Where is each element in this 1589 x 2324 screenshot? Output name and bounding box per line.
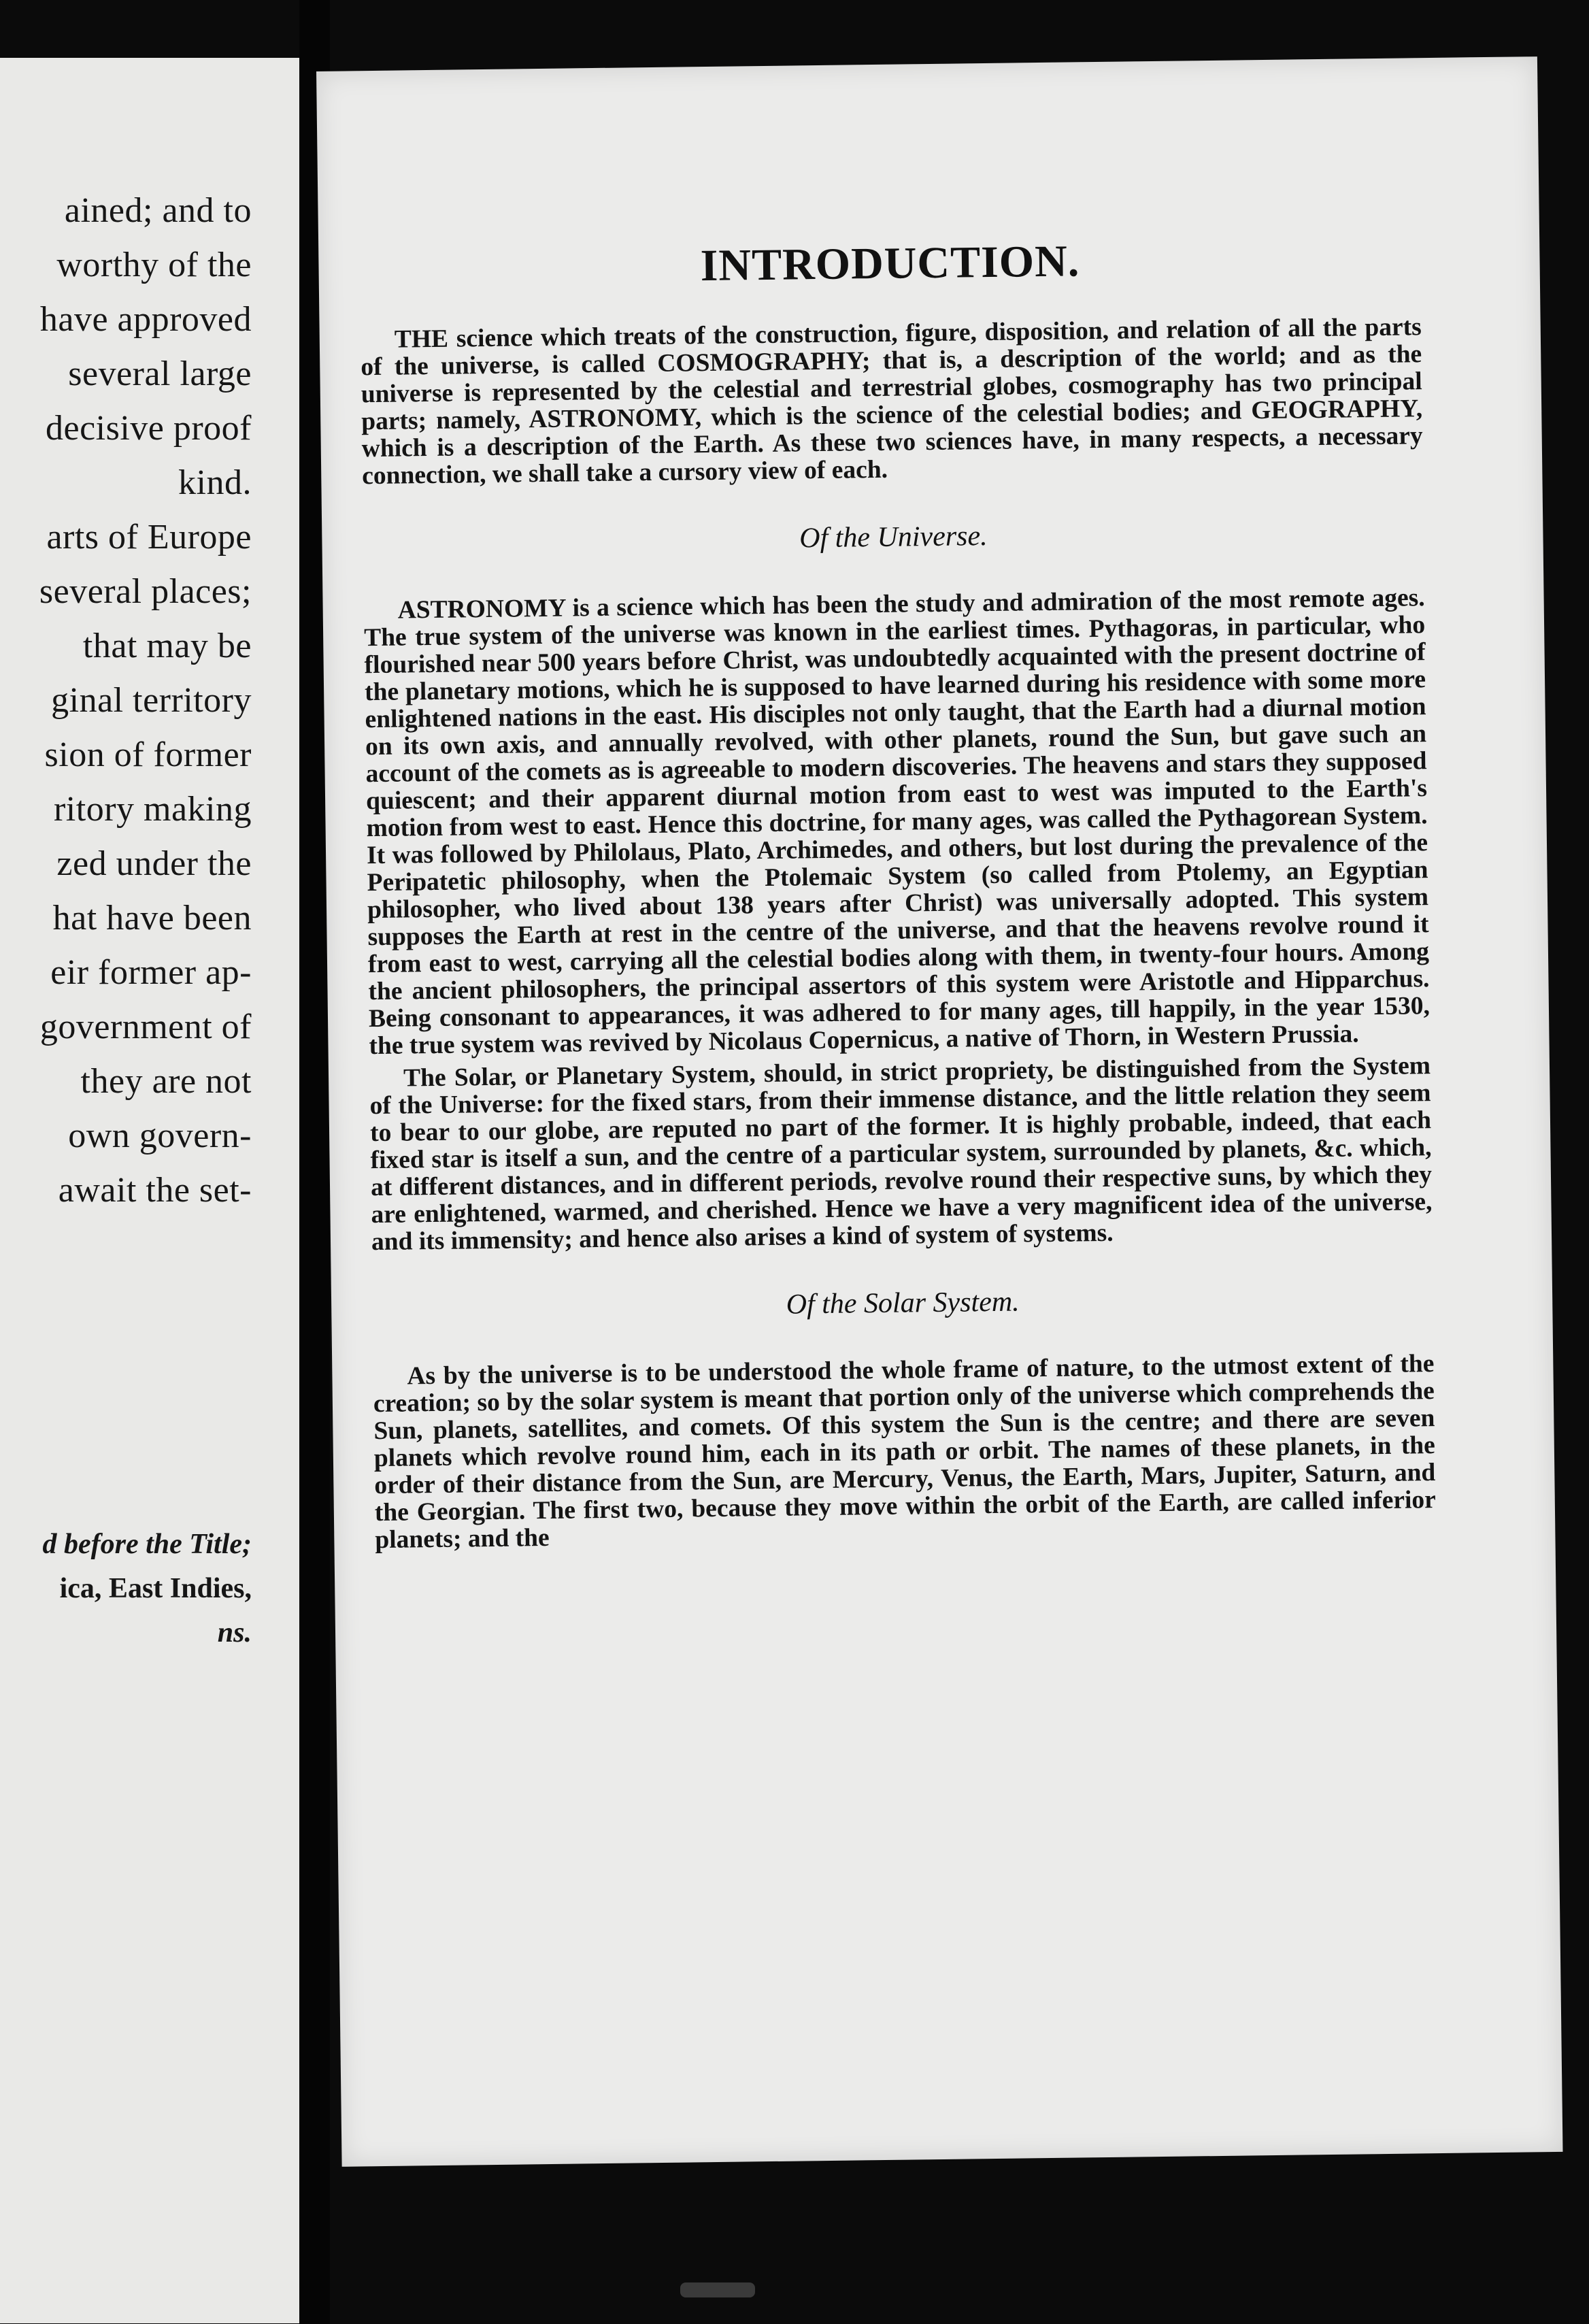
left-note-line: ica, East Indies, xyxy=(59,1573,252,1604)
main-page xyxy=(316,56,1562,2167)
page-title: INTRODUCTION. xyxy=(700,236,1080,291)
section-heading-solar-system: Of the Solar System. xyxy=(786,1286,1020,1321)
left-text-line: own govern- xyxy=(68,1116,252,1155)
solar-system-distinction-paragraph: The Solar, or Planetary System, should, in strict propriety, be distinguished from the System of the Universe: for the fixed stars, from their immense distance, and the little relation they seem to bear to our globe, are reputed no part of the former. It is highly probable, indeed, that each fixed star is itself a sun, and the centre of a particular system, surrounded by planets, &c. which, at different distances, and in different periods, revolve round their respective suns, by which they are enlightened, warmed, and cherished. Hence we have a very magnificent idea of the universe, and its immensity; and hence also arises a kind of system of systems. xyxy=(369,1052,1433,1257)
left-text-line: government of xyxy=(39,1008,252,1046)
left-text-line: have approved xyxy=(39,300,252,339)
left-text-line: decisive proof xyxy=(45,409,252,448)
left-note-line: ns. xyxy=(217,1617,252,1648)
left-text-line: several places; xyxy=(39,572,252,611)
left-text-line: await the set- xyxy=(58,1171,252,1210)
left-text-line: zed under the xyxy=(56,844,252,883)
left-note-line: d before the Title; xyxy=(42,1529,252,1560)
left-text-line: ritory making xyxy=(53,790,252,829)
left-text-line: eir former ap- xyxy=(50,953,252,992)
left-text-line: worthy of the xyxy=(56,246,252,284)
left-text-line: several large xyxy=(68,354,252,393)
left-text-line: they are not xyxy=(80,1062,252,1101)
left-text-line: ained; and to xyxy=(64,191,252,230)
left-facing-page xyxy=(0,58,299,2323)
left-text-line: ginal territory xyxy=(51,681,252,720)
solar-system-paragraph: As by the universe is to be understood the whole frame of nature, to the utmost extent of the creation; so by the solar system is meant that portion only of the universe which comprehends the Sun, planets, satellites, and comets. Of this system the Sun is the centre; and there are seven planets which revolve round him, each in its path or orbit. The names of these planets, in the order of their distance from the Sun, are Mercury, Venus, the Earth, Mars, Jupiter, Saturn, and the Georgian. The first two, because they move within the orbit of the Earth, are called inferior planets; and the xyxy=(373,1350,1437,1555)
page-content xyxy=(359,231,1436,1554)
left-text-line: arts of Europe xyxy=(46,518,252,557)
astronomy-paragraph: ASTRONOMY is a science which has been the study and admiration of the most remote ages. The true system of the universe was known in the earliest times. Pythagoras, in particular, who flourished near 500 years before Christ, was undoubtedly acquainted with the present doctrine of the planetary motions, which he is supposed to have learned during his residence with some more enlightened nations in the east. His disciples not only taught, that the Earth had a diurnal motion on its own axis, and annually revolved, with other planets, round the Sun, but gave such an account of the comets as is agreeable to modern discoveries. The heavens and stars they supposed quiescent; and their apparent diurnal motion from east to west was imputed to the Earth's motion from west to east. Hence this doctrine, for many ages, was called the Pythagorean System. It was followed by Philolaus, Plato, Archimedes, and others, but lost during the prevalence of the Peripatetic philosophy, when the Ptolemaic System (so called from Ptolemy, an Egyptian philosopher, who lived about 138 years after Christ) was universally adopted. This system supposes the Earth at rest in the centre of the universe, and that the heavens revolve round it from east to west, carrying all the celestial bodies along with them, in twenty-four hours. Among the ancient philosophers, the principal assertors of this system were Aristotle and Hipparchus. Being consonant to appearances, it was adhered to for many ages, till happily, in the year 1530, the true system was revived by Nicolaus Copernicus, a native of Thorn, in Western Prussia. xyxy=(363,584,1431,1061)
section-heading-universe: Of the Universe. xyxy=(799,520,988,554)
intro-paragraph: THE science which treats of the construction, figure, disposition, and relation of all the parts of the universe, is called COSMOGRAPHY; that is, a description of the world; and as the universe is represented by the celestial and terrestrial globes, cosmography has two principal parts; namely, ASTRONOMY, which is the science of the celestial bodies; and GEOGRAPHY, which is a description of the Earth. As these two sciences have, in many respects, a necessary connection, we shall take a cursory view of each. xyxy=(361,313,1423,491)
left-text-line: that may be xyxy=(82,627,252,665)
ink-smudge xyxy=(680,2282,755,2297)
left-text-line: hat have been xyxy=(52,899,252,937)
left-text-line: kind. xyxy=(178,463,252,502)
left-text-line: sion of former xyxy=(44,735,252,774)
